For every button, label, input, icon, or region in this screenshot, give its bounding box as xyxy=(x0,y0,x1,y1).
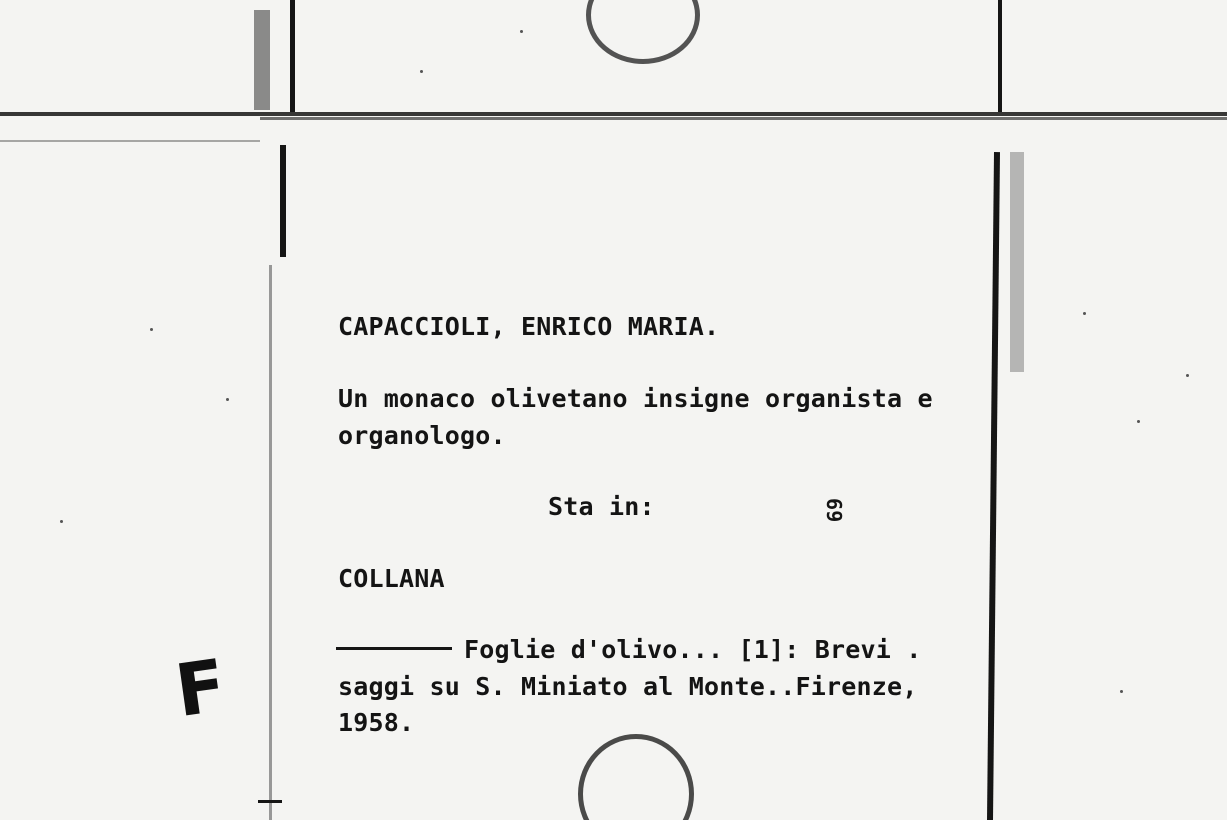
side-number: 69 xyxy=(822,498,846,523)
title-line-2: organologo. xyxy=(338,421,506,450)
card-left-edge-top-bracket xyxy=(280,145,286,257)
scan-speck xyxy=(1186,374,1189,377)
card-right-edge xyxy=(987,152,1000,820)
author-heading: CAPACCIOLI, ENRICO MARIA. xyxy=(338,312,720,341)
top-horizontal-rule xyxy=(0,112,1227,116)
card-right-edge-shadow xyxy=(1010,152,1024,372)
scan-speck xyxy=(420,70,423,73)
card-left-edge xyxy=(269,265,272,820)
scan-speck xyxy=(226,398,229,401)
scan-speck xyxy=(150,328,153,331)
top-punch-hole xyxy=(586,0,700,64)
margin-letter-stamp: F xyxy=(170,642,231,734)
series-line-1: Foglie d'olivo... [1]: Brevi . xyxy=(464,635,922,664)
bottom-punch-hole xyxy=(578,734,694,820)
upper-left-card-edge xyxy=(254,10,270,110)
scan-speck xyxy=(1083,312,1086,315)
upper-left-card-edge-dark xyxy=(290,0,295,112)
scan-speck xyxy=(520,30,523,33)
top-rule-left-fragment xyxy=(0,140,260,142)
upper-right-card-edge xyxy=(998,0,1002,112)
bottom-left-tick xyxy=(258,800,282,803)
series-line-2: saggi su S. Miniato al Monte..Firenze, xyxy=(338,672,918,701)
title-line-1: Un monaco olivetano insigne organista e xyxy=(338,384,933,413)
repeat-author-dash xyxy=(336,647,452,650)
top-horizontal-rule-secondary xyxy=(260,117,1227,120)
series-line-3: 1958. xyxy=(338,708,415,737)
in-label: Sta in: xyxy=(548,492,655,521)
scan-speck xyxy=(1120,690,1123,693)
series-label: COLLANA xyxy=(338,564,445,593)
scan-speck xyxy=(1137,420,1140,423)
scan-speck xyxy=(60,520,63,523)
